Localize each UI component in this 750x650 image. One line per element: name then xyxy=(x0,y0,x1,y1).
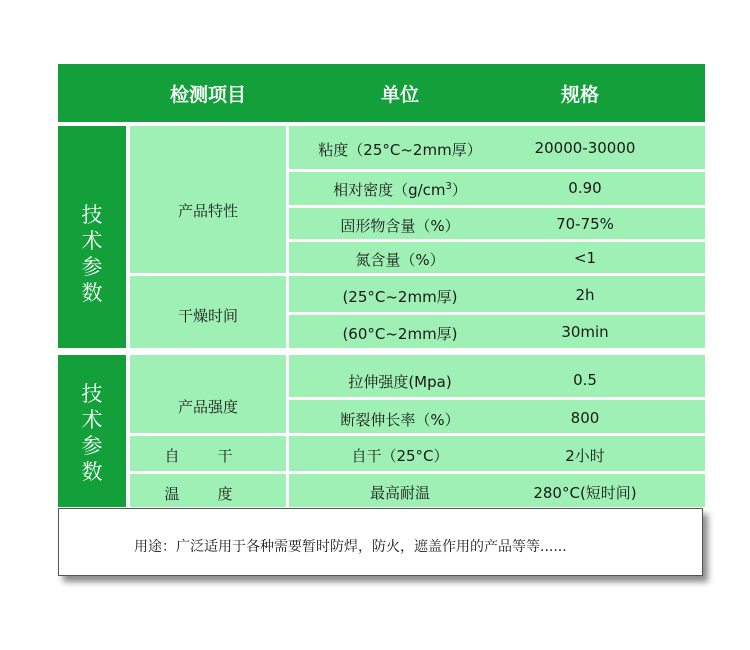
row-elongation-value: 800 xyxy=(570,409,600,427)
row-max-temp-item: 最高耐温 xyxy=(369,484,430,502)
group-self-dry-label-a: 自 xyxy=(164,447,180,465)
group-product-properties-label: 产品特性 xyxy=(177,202,238,220)
header-col-item: 检测项目 xyxy=(169,84,246,106)
header-col-unit: 单位 xyxy=(380,84,419,106)
row-dry-60-value: 30min xyxy=(561,323,609,341)
row-max-temp-value: 280°C(短时间) xyxy=(533,484,637,502)
row-solids-item: 固形物含量（%） xyxy=(340,217,460,235)
row-nitrogen-item: 氮含量（%） xyxy=(355,251,445,269)
group-product-strength-label: 产品强度 xyxy=(177,398,238,416)
row-dry-25-item: (25°C~2mm厚) xyxy=(342,288,458,306)
group-self-dry-label-b: 干 xyxy=(217,447,233,465)
row-tensile-value: 0.5 xyxy=(573,371,597,389)
usage-note-text: 用途：广泛适用于各种需要暂时防焊，防火，遮盖作用的产品等等...... xyxy=(134,539,567,555)
group-temperature xyxy=(130,474,286,507)
header-col-spec: 规格 xyxy=(560,84,599,106)
row-density-value: 0.90 xyxy=(568,179,602,197)
row-dry-25-value: 2h xyxy=(575,286,595,304)
row-self-dry-value: 2小时 xyxy=(565,447,605,465)
group-temperature-label-b: 度 xyxy=(217,485,233,503)
row-nitrogen-value: <1 xyxy=(573,249,597,267)
row-elongation-item: 断裂伸长率（%） xyxy=(340,411,460,429)
row-density-item: 相对密度$(g/cm^3)$ xyxy=(333,181,467,199)
group-drying-time-label: 干燥时间 xyxy=(177,307,238,325)
row-self-dry-item: 自干（25°C） xyxy=(351,447,449,465)
group-temperature-label-a: 温 xyxy=(164,485,180,503)
group-product-strength xyxy=(130,355,286,433)
row-tensile-item: 拉伸强度(Mpa) xyxy=(348,373,452,391)
row-solids-value: 70-75% xyxy=(556,215,614,233)
row-viscosity-value: 20000-30000 xyxy=(534,139,636,157)
group-self-dry xyxy=(130,436,286,471)
row-viscosity-item: 粘度（25°C~2mm厚） xyxy=(318,141,482,159)
row-dry-60-item: (60°C~2mm厚) xyxy=(342,325,458,343)
section2-side-label: 技 术 参 数 xyxy=(58,355,126,507)
section1-side-label: 技 术 参 数 xyxy=(58,126,126,348)
